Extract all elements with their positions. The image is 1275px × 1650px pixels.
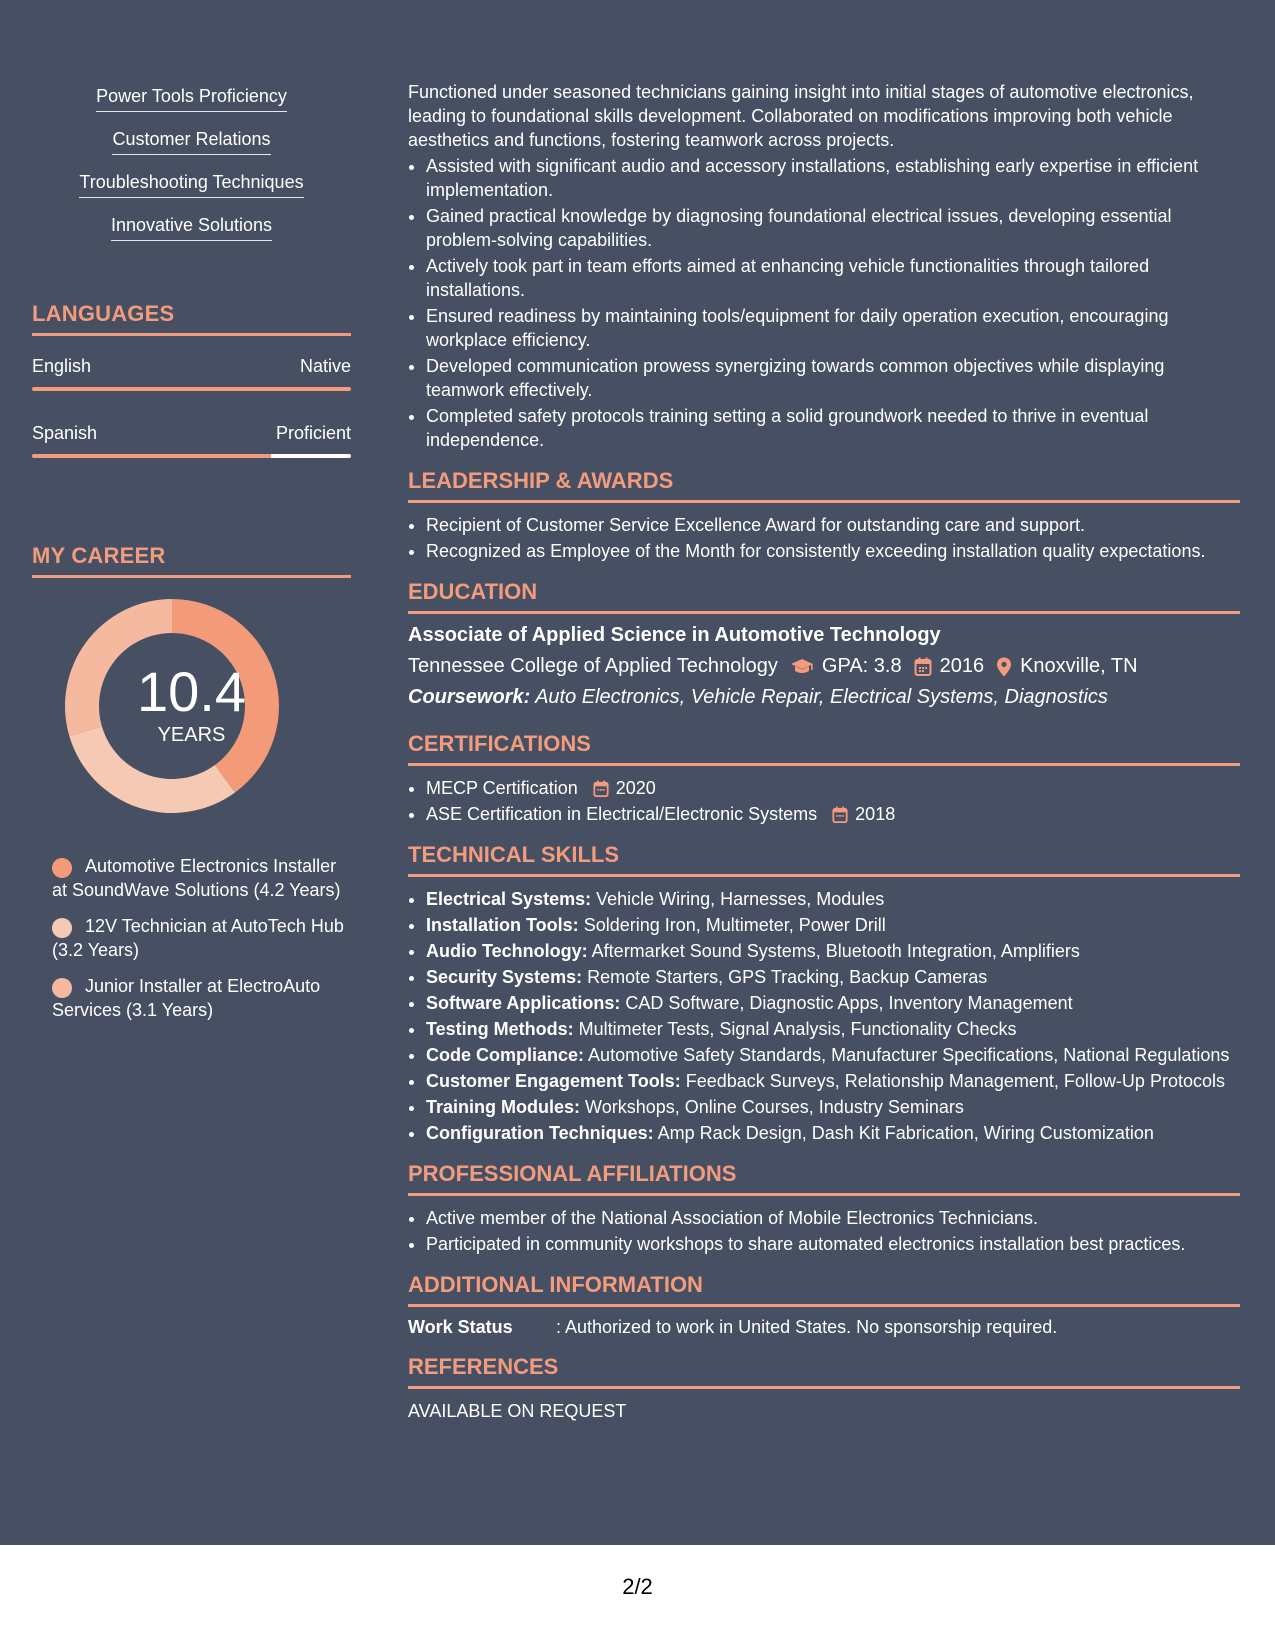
graduation-year: 2016	[939, 655, 985, 677]
affiliations-heading: PROFESSIONAL AFFILIATIONS	[408, 1161, 1240, 1196]
education-details	[408, 655, 1240, 678]
career-total-value: 10.4	[137, 660, 246, 723]
list-item: • Assisted with significant audio and accessory installations, establishing early expertise in efficient implementation.	[426, 154, 1240, 202]
degree-title: Associate of Applied Science in Automotive Technology	[408, 624, 941, 646]
experience-summary: Functioned under seasoned technicians gaining insight into initial stages of automotive electronics, leading to foundational skills development. Collaborated on modifications improving both vehicle aesthetics and functions, fostering teamwork across projects.	[408, 82, 1194, 150]
languages-section	[32, 301, 351, 458]
list-item: • Software Applications: CAD Software, Diagnostic Apps, Inventory Management	[426, 991, 1240, 1015]
language-english	[32, 356, 351, 391]
list-item: • Active member of the National Association of Mobile Electronics Technicians.	[426, 1206, 1240, 1230]
career-section	[32, 543, 351, 1034]
calendar-icon	[914, 657, 932, 677]
legend-dot-icon	[52, 858, 72, 878]
career-legend-item: Junior Installer at ElectroAuto Services (3.1 Years)	[52, 976, 321, 1020]
school-name: Tennessee College of Applied Technology	[408, 655, 778, 677]
skill-tag: Customer Relations	[32, 129, 351, 155]
list-item: • Installation Tools: Soldering Iron, Multimeter, Power Drill	[426, 913, 1240, 937]
skill-tag: Power Tools Proficiency	[32, 86, 351, 112]
references-text: AVAILABLE ON REQUEST	[408, 1401, 627, 1421]
coursework	[408, 686, 1240, 709]
list-item	[426, 776, 1240, 800]
references-heading: REFERENCES	[408, 1354, 1240, 1389]
language-spanish	[32, 423, 351, 458]
list-item: • Electrical Systems: Vehicle Wiring, Harnesses, Modules	[426, 887, 1240, 911]
certifications-heading: CERTIFICATIONS	[408, 731, 1240, 766]
career-legend	[32, 854, 351, 1022]
certification-name: ASE Certification in Electrical/Electronic Systems	[426, 804, 818, 824]
list-item: • Recognized as Employee of the Month for consistently exceeding installation quality expectations.	[426, 539, 1240, 563]
coursework-label: Coursework:	[408, 686, 531, 708]
language-name: English	[32, 356, 92, 376]
education-location: Knoxville, TN	[1020, 655, 1138, 677]
main-content	[408, 80, 1240, 1422]
list-item	[426, 802, 1240, 826]
certification-name: MECP Certification	[426, 778, 578, 798]
list-item: • Completed safety protocols training setting a solid groundwork needed to thrive in eventual independence.	[426, 404, 1240, 452]
coursework-list: Auto Electronics, Vehicle Repair, Electrical Systems, Diagnostics	[535, 686, 1108, 708]
legend-dot-icon	[52, 918, 72, 938]
calendar-icon	[593, 780, 609, 798]
list-item: • Code Compliance: Automotive Safety Standards, Manufacturer Specifications, National Regulations	[426, 1043, 1240, 1067]
skill-tag: Troubleshooting Techniques	[32, 172, 351, 198]
additional-info-heading: ADDITIONAL INFORMATION	[408, 1272, 1240, 1307]
list-item: • Participated in community workshops to share automated electronics installation best practices.	[426, 1232, 1240, 1256]
work-status-row	[408, 1317, 1240, 1338]
calendar-icon	[832, 806, 848, 824]
page-number: 2/2	[622, 1574, 653, 1599]
education-heading: EDUCATION	[408, 579, 1240, 614]
legend-dot-icon	[52, 978, 72, 998]
list-item: • Gained practical knowledge by diagnosing foundational electrical issues, developing essential problem-solving capabilities.	[426, 204, 1240, 252]
list-item: • Configuration Techniques: Amp Rack Design, Dash Kit Fabrication, Wiring Customization	[426, 1121, 1240, 1145]
work-status-label: Work Status	[408, 1317, 513, 1337]
list-item: • Security Systems: Remote Starters, GPS Tracking, Backup Cameras	[426, 965, 1240, 989]
certification-year: 2020	[615, 778, 656, 798]
language-level-bar	[32, 454, 351, 458]
list-item: • Testing Methods: Multimeter Tests, Signal Analysis, Functionality Checks	[426, 1017, 1240, 1041]
language-level-bar	[32, 387, 351, 391]
affiliations-list	[408, 1206, 1240, 1256]
list-item: • Developed communication prowess synergizing towards common objectives while displaying teamwork effectively.	[426, 354, 1240, 402]
location-pin-icon	[996, 657, 1012, 677]
graduation-cap-icon	[790, 658, 814, 676]
language-level: Proficient	[275, 423, 351, 443]
career-donut-chart	[32, 594, 351, 834]
career-heading: MY CAREER	[32, 543, 351, 578]
certification-year: 2018	[855, 804, 896, 824]
career-legend-item: Automotive Electronics Installer at SoundWave Solutions (4.2 Years)	[52, 856, 341, 900]
skill-tag: Innovative Solutions	[32, 215, 351, 241]
list-item: • Actively took part in team efforts aimed at enhancing vehicle functionalities through tailored installations.	[426, 254, 1240, 302]
list-item: • Training Modules: Workshops, Online Courses, Industry Seminars	[426, 1095, 1240, 1119]
languages-heading: LANGUAGES	[32, 301, 351, 336]
language-name: Spanish	[32, 423, 98, 443]
work-status-value: : Authorized to work in United States. No sponsorship required.	[556, 1317, 1058, 1337]
technical-skills-list	[408, 887, 1240, 1145]
certifications-list	[408, 776, 1240, 826]
list-item: • Customer Engagement Tools: Feedback Surveys, Relationship Management, Follow-Up Protocols	[426, 1069, 1240, 1093]
gpa: GPA: 3.8	[821, 655, 902, 677]
technical-skills-heading: TECHNICAL SKILLS	[408, 842, 1240, 877]
experience-bullets	[408, 154, 1240, 452]
language-level: Native	[299, 356, 351, 376]
list-item: • Audio Technology: Aftermarket Sound Systems, Bluetooth Integration, Amplifiers	[426, 939, 1240, 963]
leadership-list	[408, 513, 1240, 563]
list-item: • Ensured readiness by maintaining tools/equipment for daily operation execution, encouraging workplace efficiency.	[426, 304, 1240, 352]
career-legend-item: 12V Technician at AutoTech Hub (3.2 Years)	[52, 916, 344, 960]
skill-tags	[32, 86, 351, 241]
career-total-unit: YEARS	[157, 724, 226, 746]
leadership-heading: LEADERSHIP & AWARDS	[408, 468, 1240, 503]
list-item: • Recipient of Customer Service Excellence Award for outstanding care and support.	[426, 513, 1240, 537]
